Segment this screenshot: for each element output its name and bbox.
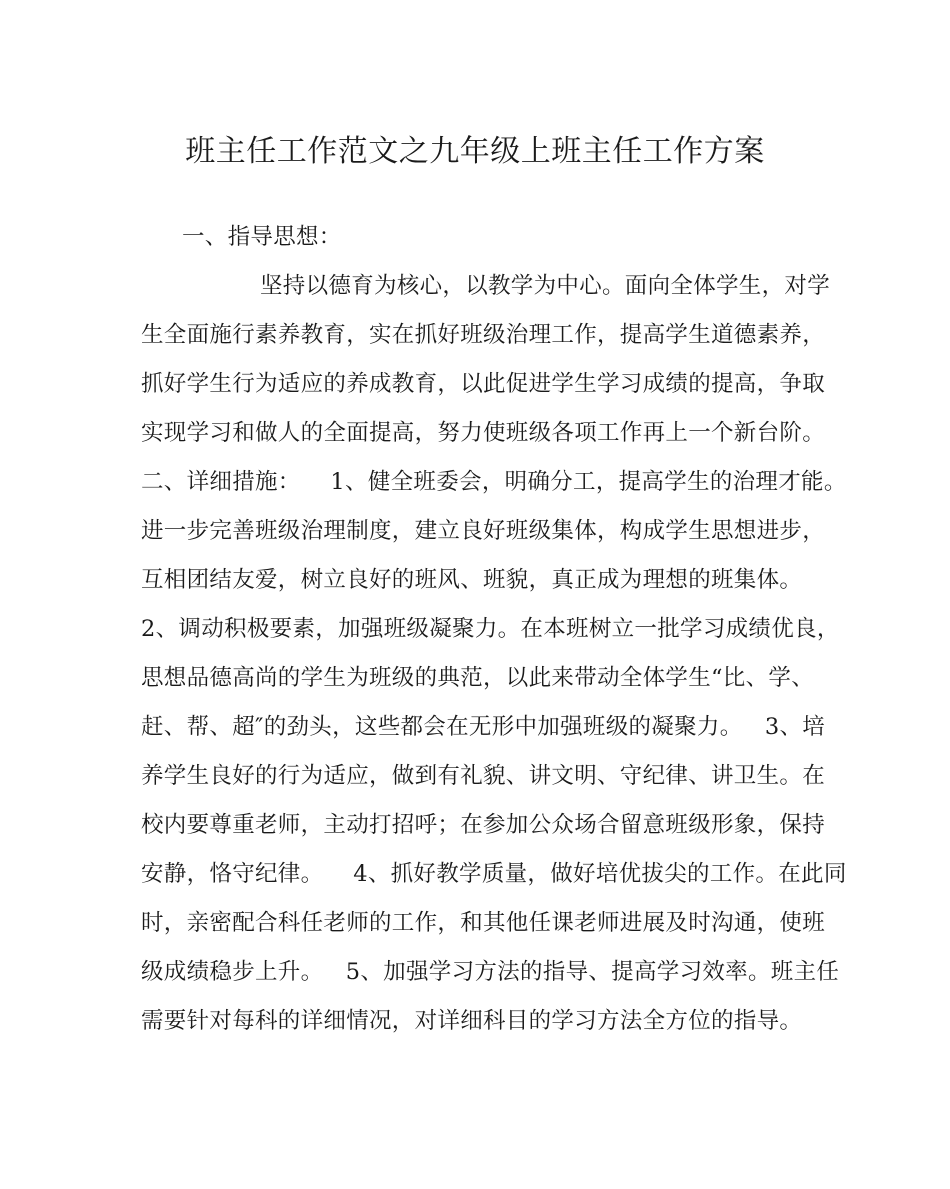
paragraph-line: 安静，恪守纪律。 4、抓好教学质量，做好培优拔尖的工作。在此同 bbox=[141, 861, 847, 887]
paragraph-line: 级成绩稳步上升。 5、加强学习方法的指导、提高学习效率。班主任 bbox=[141, 959, 840, 985]
section-heading-guiding-thought: 一、指导思想： bbox=[182, 224, 342, 250]
section-heading-measures: 二、详细措施： 1、健全班委会，明确分工，提高学生的治理才能。 bbox=[141, 469, 847, 495]
paragraph-line: 养学生良好的行为适应，做到有礼貌、讲文明、守纪律、讲卫生。在 bbox=[141, 763, 826, 789]
paragraph-line: 进一步完善班级治理制度，建立良好班级集体，构成学生思想进步， bbox=[141, 518, 826, 544]
document-title: 班主任工作范文之九年级上班主任工作方案 bbox=[185, 134, 765, 169]
paragraph-line: 校内要尊重老师，主动打招呼；在参加公众场合留意班级形象，保持 bbox=[141, 812, 826, 838]
paragraph-line: 抓好学生行为适应的养成教育，以此促进学生学习成绩的提高，争取 bbox=[141, 371, 826, 397]
paragraph-line: 2、调动积极要素，加强班级凝聚力。在本班树立一批学习成绩优良， bbox=[141, 616, 840, 642]
paragraph-line: 需要针对每科的详细情况，对详细科目的学习方法全方位的指导。 bbox=[141, 1008, 803, 1034]
paragraph-line: 生全面施行素养教育，实在抓好班级治理工作，提高学生道德素养， bbox=[141, 322, 826, 348]
paragraph-line: 实现学习和做人的全面提高，努力使班级各项工作再上一个新台阶。 bbox=[141, 420, 826, 446]
paragraph-line: 时，亲密配合科任老师的工作，和其他任课老师进展及时沟通，使班 bbox=[141, 910, 826, 936]
paragraph-line: 赶、帮、超″的劲头，这些都会在无形中加强班级的凝聚力。 3、培 bbox=[141, 714, 826, 740]
paragraph-line: 思想品德高尚的学生为班级的典范，以此来带动全体学生“比、学、 bbox=[141, 665, 815, 691]
paragraph-line: 互相团结友爱，树立良好的班风、班貌，真正成为理想的班集体。 bbox=[141, 567, 803, 593]
paragraph-line: 坚持以德育为核心，以教学为中心。面向全体学生，对学 bbox=[260, 273, 831, 299]
